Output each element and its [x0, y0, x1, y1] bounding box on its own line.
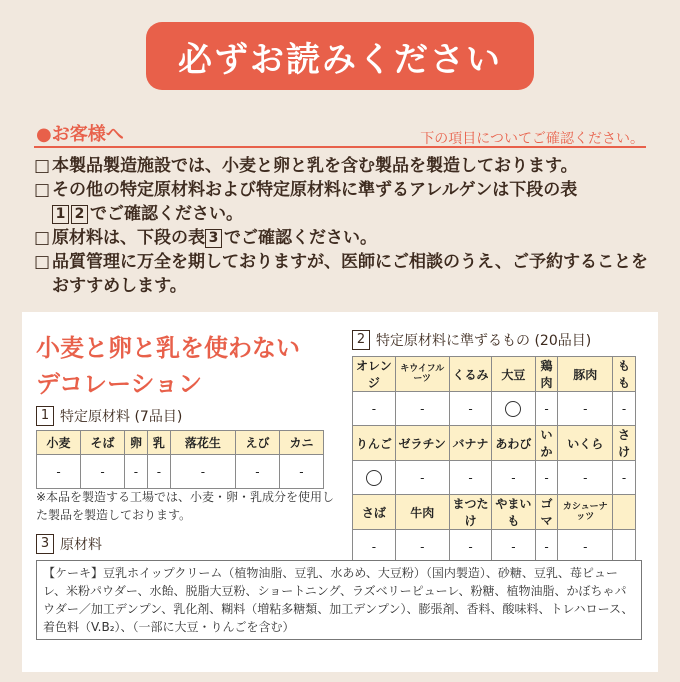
- allergen-value-cell: -: [395, 392, 449, 426]
- allergen-value-cell: -: [535, 392, 558, 426]
- allergen-name-cell: 乳: [147, 431, 170, 455]
- notice-text-part: 原材料は、下段の表: [52, 228, 205, 248]
- table2-label: [352, 330, 591, 350]
- notice-text: 品質管理に万全を期しておりますが、医師にご相談のうえ、ご予約することをおすすめします。: [52, 252, 649, 296]
- allergen-value-cell: -: [449, 392, 492, 426]
- table-ref-2: 2: [71, 205, 88, 224]
- notice-item: [34, 250, 654, 298]
- allergen-value-cell: -: [492, 530, 535, 564]
- checkbox-icon: □: [34, 156, 51, 176]
- allergen-name-cell: さけ: [613, 426, 636, 461]
- checkbox-icon: □: [34, 228, 51, 248]
- allergen-name-cell: バナナ: [449, 426, 492, 461]
- table-value-row: [353, 461, 636, 495]
- allergen-name-cell: 鶏肉: [535, 357, 558, 392]
- table2-title: 特定原材料に準ずるもの (20品目): [376, 333, 592, 349]
- product-title-line2: デコレーション: [36, 370, 203, 398]
- allergen-value-cell: -: [37, 455, 81, 489]
- contains-mark-icon: [366, 470, 382, 486]
- allergen-name-cell: くるみ: [449, 357, 492, 392]
- allergen-value-cell: -: [535, 530, 558, 564]
- allergen-name-cell: あわび: [492, 426, 535, 461]
- notice-text-part: その他の特定原材料および特定原材料に準ずるアレルゲンは下段の表: [52, 180, 578, 200]
- notice-list: [34, 154, 654, 298]
- checkbox-icon: □: [34, 252, 51, 272]
- allergen-name-cell: 小麦: [37, 431, 81, 455]
- notice-subtitle: 下の項目についてご確認ください。: [420, 131, 644, 147]
- semi-allergen-table: [352, 356, 636, 564]
- allergen-name-cell: りんご: [353, 426, 396, 461]
- allergen-value-cell: -: [147, 455, 170, 489]
- notice-text: [52, 178, 654, 226]
- allergen-value-cell: -: [353, 530, 396, 564]
- allergen-value-cell: -: [535, 461, 558, 495]
- allergen-value-cell: -: [125, 455, 148, 489]
- product-title: [36, 330, 300, 402]
- ingredients-box: 【ケーキ】豆乳ホイップクリーム（植物油脂、豆乳、水あめ、大豆粉）（国内製造）、砂糖、豆乳、苺ピューレ、米粉パウダー、水飴、脱脂大豆粉、ショートニング、ラズベリーピューレ、粉糖、植物油脂、かぼちゃパウダー／加工デンプン、乳化剤、糊料（増粘多糖類、加工デンプン）、膨張剤、香料、酸味料、トレハロース、着色料（V.B₂）、（一部に大豆・りんごを含む）: [36, 560, 642, 640]
- table-ref-1: 1: [52, 205, 69, 224]
- allergen-name-cell: やまいも: [492, 495, 535, 530]
- table1-label: [36, 406, 182, 426]
- allergen-name-cell: ゴマ: [535, 495, 558, 530]
- table-header-row: [353, 426, 636, 461]
- allergen-value-cell: -: [449, 461, 492, 495]
- allergen-value-cell: -: [492, 461, 535, 495]
- allergen-name-cell: まつたけ: [449, 495, 492, 530]
- allergen-value-cell: -: [395, 461, 449, 495]
- allergen-name-cell: いか: [535, 426, 558, 461]
- notice-text-part: でご確認ください。: [90, 204, 243, 224]
- allergen-name-cell: さば: [353, 495, 396, 530]
- allergen-value-cell: [613, 530, 636, 564]
- table3-number: 3: [36, 534, 54, 554]
- notice-item: [34, 154, 654, 178]
- allergen-value-cell: -: [613, 392, 636, 426]
- allergen-value-cell: -: [613, 461, 636, 495]
- table3-label: [36, 534, 102, 554]
- notice-text-part: でご確認ください。: [224, 228, 377, 248]
- table-value-row: [353, 530, 636, 564]
- allergen-value-cell: -: [558, 461, 613, 495]
- allergen-value-cell: -: [235, 455, 279, 489]
- allergen-value-cell: -: [353, 392, 396, 426]
- table1-title: 特定原材料 (7品目): [60, 409, 183, 425]
- allergen-name-cell: 卵: [125, 431, 148, 455]
- allergen-name-cell: えび: [235, 431, 279, 455]
- allergen-name-cell: 大豆: [492, 357, 535, 392]
- notice-header: [34, 122, 646, 148]
- table-ref-3: 3: [205, 229, 222, 248]
- table-header-row: [353, 357, 636, 392]
- table2-number: 2: [352, 330, 370, 350]
- notice-text: 本製品製造施設では、小麦と卵と乳を含む製品を製造しております。: [52, 156, 578, 176]
- allergen-value-cell: -: [558, 530, 613, 564]
- allergen-name-cell: オレンジ: [353, 357, 396, 392]
- allergen-value-cell: [353, 461, 396, 495]
- allergen-name-cell: [613, 495, 636, 530]
- factory-note: ※本品を製造する工場では、小麦・卵・乳成分を使用した製品を製造しております。: [36, 490, 335, 522]
- allergen-name-cell: カシューナッツ: [558, 495, 613, 530]
- allergen-value-cell: -: [81, 455, 125, 489]
- allergen-value-cell: -: [558, 392, 613, 426]
- notice-item: [34, 226, 654, 250]
- allergen-value-cell: -: [449, 530, 492, 564]
- notice-title: ●お客様へ: [36, 124, 124, 145]
- specific-allergen-table: [36, 430, 324, 489]
- allergen-value-cell: -: [279, 455, 323, 489]
- allergen-name-cell: ゼラチン: [395, 426, 449, 461]
- allergen-name-cell: 豚肉: [558, 357, 613, 392]
- allergen-name-cell: 牛肉: [395, 495, 449, 530]
- checkbox-icon: □: [34, 180, 51, 200]
- allergen-name-cell: いくら: [558, 426, 613, 461]
- product-title-line1: 小麦と卵と乳を使わない: [36, 334, 300, 362]
- allergen-value-cell: -: [170, 455, 235, 489]
- read-carefully-banner: [146, 22, 534, 90]
- notice-item: [34, 178, 654, 226]
- allergen-value-cell: [492, 392, 535, 426]
- allergen-name-cell: 落花生: [170, 431, 235, 455]
- table-value-row: [353, 392, 636, 426]
- allergen-name-cell: そば: [81, 431, 125, 455]
- allergen-name-cell: もも: [613, 357, 636, 392]
- table3-title: 原材料: [60, 537, 102, 553]
- contains-mark-icon: [505, 401, 521, 417]
- allergen-name-cell: キウイフルーツ: [395, 357, 449, 392]
- allergen-name-cell: カニ: [279, 431, 323, 455]
- table-header-row: [37, 431, 324, 455]
- allergen-value-cell: -: [395, 530, 449, 564]
- banner-title: 必ずお読みください: [178, 39, 502, 80]
- table-header-row: [353, 495, 636, 530]
- table-value-row: [37, 455, 324, 489]
- notice-text: [52, 226, 654, 250]
- table1-number: 1: [36, 406, 54, 426]
